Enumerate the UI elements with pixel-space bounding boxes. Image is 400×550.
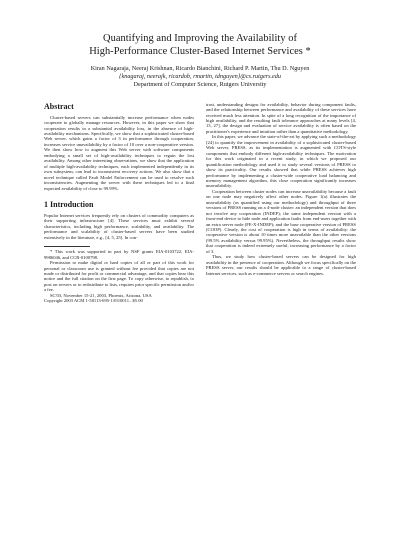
body-paragraph-1: trast, understanding designs for availability, behavior during component faults, and the relationship between performance and availability of these services have received much less attention. In spite of a long recognition of the importance of high availability, and the resulting fault tolerance approaches at many levels [4, 13, 27], the design and evaluation of service availability is often based on the practitioner's experience and intuition rather than a quantitative methodology. bbox=[206, 101, 356, 134]
footnote-divider bbox=[44, 246, 90, 247]
paper-title bbox=[44, 32, 356, 58]
permission-notice: Permission to make digital or hard copies of all or part of this work for personal or classroom use is granted without fee provided that copies are not made or distributed for profit or commercial advantage, and that copies bear this notice and the full citation on the first page. To copy otherwise, to republish, to post on servers or to redistribute to lists, requires prior specific permission and/or a fee. bbox=[44, 260, 194, 293]
conference-line-2: Copyright 2003 ACM 1-58113-695-1/03/0011...$5.00 bbox=[44, 298, 143, 304]
affiliation: Department of Computer Science, Rutgers University bbox=[133, 81, 267, 89]
title-line-1: Quantifying and Improving the Availability of bbox=[103, 33, 297, 44]
paper-page bbox=[0, 32, 400, 550]
title-line-2: High-Performance Cluster-Based Internet Services * bbox=[89, 46, 311, 57]
abstract-heading: Abstract bbox=[44, 101, 74, 111]
introduction-paragraph: Popular Internet services frequently rely on clusters of commodity computers as their supporting infrastructure [4]. These services must exhibit several characteristics, including high performance, scalability, and availability. The performance and scalability of cluster-based servers have been studied extensively in the literature, e.g., [4, 5, 25]. In con- bbox=[44, 212, 194, 240]
author-list: Kiran Nagaraja, Neeraj Krishnan, Ricardo Bianchini, Richard P. Martin, Thu D. Nguyen bbox=[90, 65, 310, 72]
conference-info bbox=[44, 293, 194, 304]
funding-footnote: * This work was supported in part by NSF grants EIA-0103722, EIA-9986046, and CCR-0100798. bbox=[44, 249, 194, 260]
author-block bbox=[44, 65, 356, 90]
author-emails: {knagaraj, neerajk, ricardob, rmartin, tdnguyen}@cs.rutgers.edu bbox=[119, 73, 281, 81]
body-paragraph-3: Cooperation between cluster nodes can increase unavailability because a fault on one node may negatively affect other nodes. Figure 1(a) illustrates the unavailability (as quantified using our methodology) and throughput of three versions of PRESS running on a 4-node cluster: an independent version that does not involve any cooperation (INDEP); the same independent version with a front-end device to hide node and application faults from end-users together with an extra server node (FE-X-INDEP); and the base cooperative version of PRESS (COOP). Clearly, the cost of cooperation is high in terms of availability: the cooperative version is about 10 times more unavailable than the other versions (99.5% availability versus 99.95%). Nevertheless, the throughput results show that cooperation is indeed extremely useful, increasing performance by a factor of 3. bbox=[206, 188, 356, 254]
two-column-body bbox=[44, 102, 356, 304]
conference-line-1: SC'03, November 15-21, 2003, Phoenix, Arizona, USA bbox=[50, 292, 152, 298]
body-paragraph-2: In this paper, we advance the state-of-the-art by applying such a methodology [24] to quantify the improvement in availability of a sophisticated cluster-based Web server, PRESS, as its implementation is augmented with COTS-style components that embody different high-availability techniques. The motivation for this work originated in a recent study, in which we proposed our quantification methodology and used it to study several versions of PRESS to show its practicality. Our results showed that while PRESS achieves high performance by implementing a cluster-wide cooperative load balancing and memory management algorithm, this close cooperation significantly increases unavailability. bbox=[206, 134, 356, 189]
abstract-text: Cluster-based servers can substantially increase performance when nodes cooperate to globally manage resources. However, in this paper we show that cooperation results in a substantial availability loss, in the absence of high-availability mechanisms. Specifically, we show that a sophisticated cluster-based Web server, which gains a factor of 3 in performance through cooperation, increases service unavailability by a factor of 10 over a non-cooperative version. We then show how to augment this Web server with software components embodying a small set of high-availability techniques to regain the lost availability. Among other interesting observations, we show that the application of multiple high-availability techniques, each implemented independently in its own subsystem, can lead to inconsistent recovery actions. We also show that a novel technique called Fault Model Enforcement can be used to resolve such inconsistencies. Augmenting the server with these techniques led to a final expected availability of close to 99.99%. bbox=[44, 114, 194, 191]
right-column bbox=[206, 102, 356, 304]
introduction-heading: 1 Introduction bbox=[44, 199, 94, 209]
body-paragraph-4: Thus, we study how cluster-based servers can be designed for high availability in the presence of cooperation. Although we focus specifically on the PRESS server, our results should be applicable to a range of cluster-based Internet services, such as e-commerce servers or search engines. bbox=[206, 254, 356, 276]
left-column bbox=[44, 102, 194, 304]
